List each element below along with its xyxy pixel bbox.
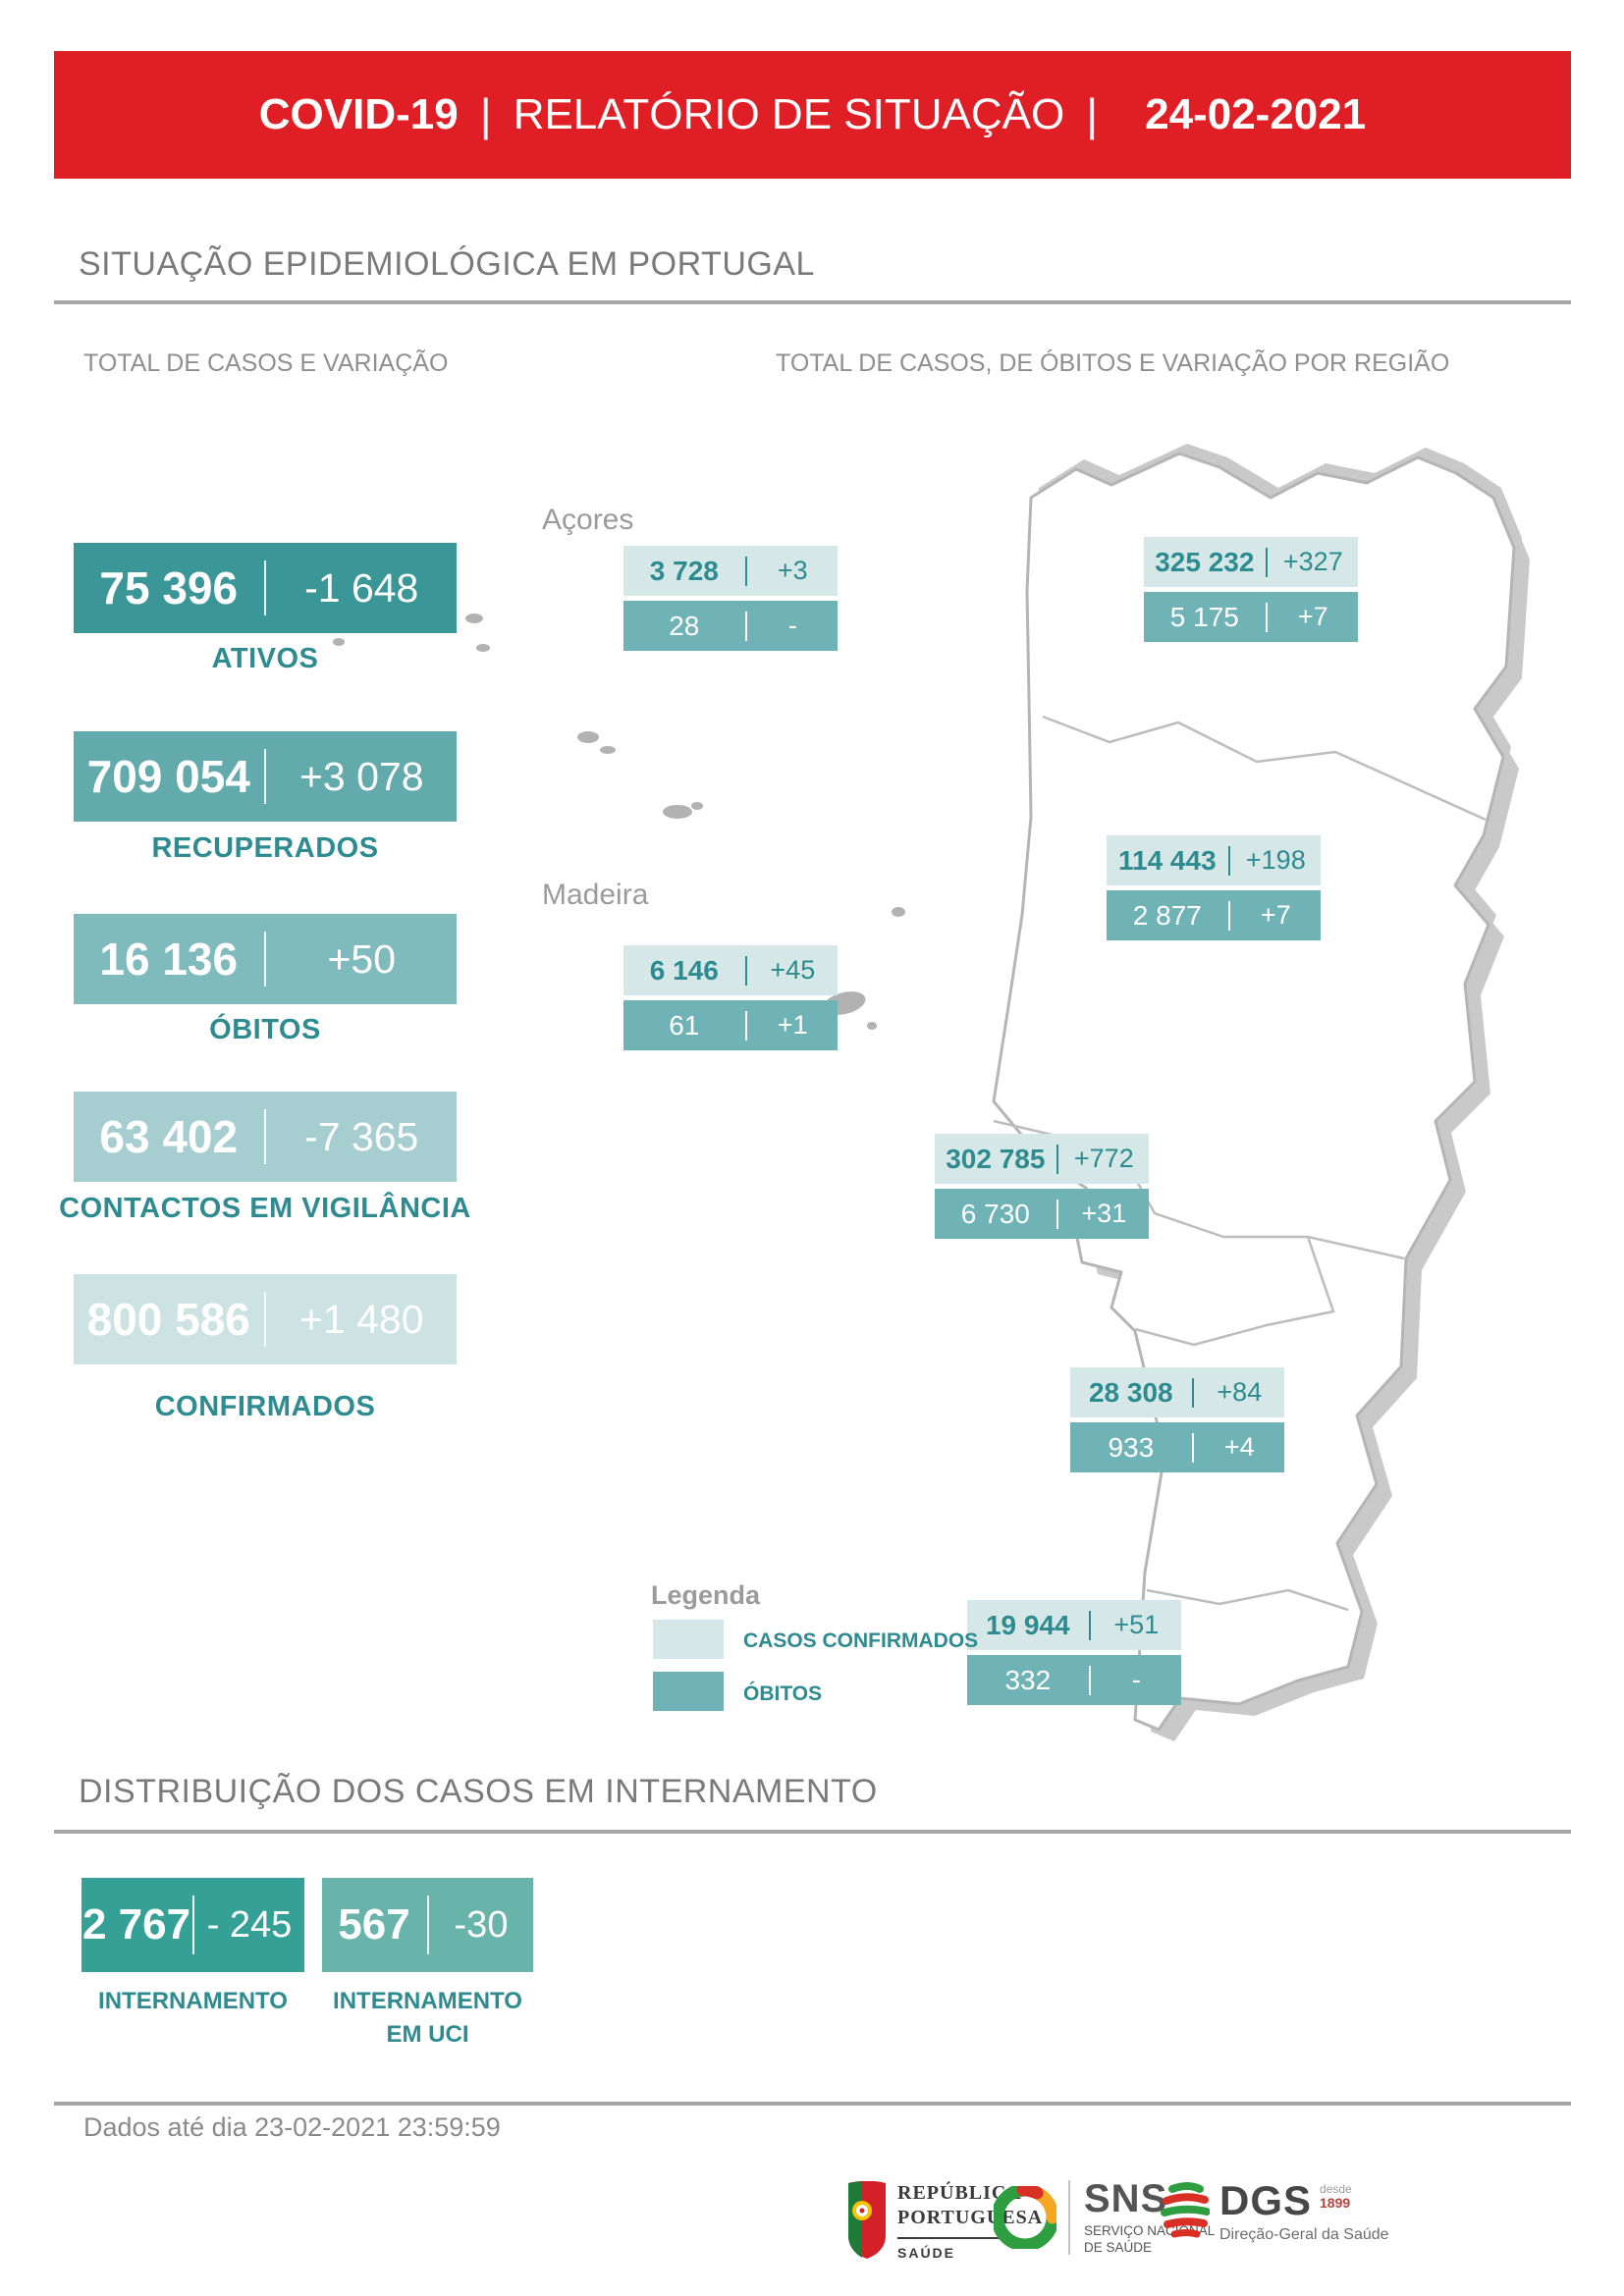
- stat-box-internamento: [81, 1878, 304, 1972]
- stat-box-contactos: [74, 1092, 457, 1182]
- region-deaths: 61: [669, 1009, 700, 1041]
- cases-row: [1107, 835, 1321, 885]
- stat-delta: - 245: [206, 1903, 293, 1946]
- acores-label: Açores: [542, 504, 634, 536]
- section-title-internment: DISTRIBUIÇÃO DOS CASOS EM INTERNAMENTO: [79, 1773, 878, 1810]
- region-deaths-delta: +4: [1223, 1432, 1255, 1462]
- region-cases-delta: +3: [777, 556, 808, 585]
- stat-label-recuperados: RECUPERADOS: [151, 832, 379, 864]
- deaths-row: [1107, 890, 1321, 940]
- region-deaths-delta: +7: [1297, 602, 1328, 631]
- stat-value: 800 586: [86, 1294, 250, 1345]
- deaths-row: [1070, 1422, 1284, 1472]
- region-cases: 325 232: [1155, 546, 1255, 577]
- region-cases-delta: +84: [1217, 1377, 1263, 1407]
- stat-label-line2: EM UCI: [386, 2020, 469, 2048]
- legend-deaths-label: ÓBITOS: [743, 1682, 823, 1705]
- region-cases-delta: +45: [770, 955, 816, 985]
- stat-label-line1: INTERNAMENTO: [333, 1988, 522, 2014]
- stat-box-recuperados: [74, 731, 457, 822]
- region-cases-delta: +51: [1113, 1610, 1160, 1639]
- portugal-flag-icon: [846, 2181, 888, 2260]
- stat-box-internamento-uci: [322, 1878, 533, 1972]
- dgs-logo: [1159, 2177, 1389, 2244]
- region-box-algarve: [967, 1600, 1181, 1705]
- region-cases-delta: +772: [1073, 1144, 1134, 1173]
- stat-label-internamento: INTERNAMENTO: [98, 1988, 288, 2014]
- sns-divider: [1068, 2180, 1070, 2255]
- deaths-row: [1144, 592, 1358, 642]
- section-title-epidemiological: SITUAÇÃO EPIDEMIOLÓGICA EM PORTUGAL: [79, 245, 815, 283]
- region-deaths-delta: -: [787, 611, 797, 640]
- sns-abbr: SNS: [1084, 2177, 1168, 2220]
- region-box-norte: [1144, 537, 1358, 642]
- dgs-full-name: Direção-Geral da Saúde: [1219, 2225, 1389, 2243]
- region-deaths-delta: +31: [1081, 1199, 1127, 1228]
- rp-line1: REPÚBLICA: [897, 2182, 1022, 2204]
- portugal-map: [295, 373, 1591, 1757]
- stat-delta: -7 365: [304, 1113, 419, 1159]
- dgs-since-label: desde: [1320, 2182, 1352, 2196]
- cases-row: [623, 945, 838, 995]
- region-deaths-delta: -: [1131, 1665, 1141, 1694]
- stat-delta: +3 078: [298, 753, 424, 799]
- cases-row: [967, 1600, 1181, 1650]
- dgs-globe-icon: [1159, 2181, 1210, 2240]
- deaths-row: [623, 601, 838, 651]
- region-deaths-delta: +7: [1260, 900, 1291, 930]
- cases-row: [1070, 1367, 1284, 1417]
- rp-saude-label: SAÚDE: [897, 2245, 956, 2261]
- madeira-label: Madeira: [542, 879, 649, 911]
- sns-line1: SERVIÇO NACIONAL: [1084, 2223, 1216, 2238]
- region-cases-delta: +198: [1245, 845, 1306, 875]
- region-deaths-delta: +1: [777, 1010, 808, 1040]
- divider-line: [54, 300, 1571, 304]
- stat-box-obitos: [74, 914, 457, 1004]
- column-header-totals: TOTAL DE CASOS E VARIAÇÃO: [83, 349, 449, 377]
- stat-delta: -30: [454, 1903, 509, 1946]
- region-deaths: 28: [669, 610, 700, 641]
- stat-label-confirmados: CONFIRMADOS: [154, 1391, 376, 1422]
- stat-box-ativos: [74, 543, 457, 633]
- region-cases: 6 146: [649, 954, 719, 986]
- stat-box-confirmados: [74, 1274, 457, 1364]
- stat-value: 63 402: [99, 1111, 239, 1162]
- banner-separator: |: [479, 89, 492, 140]
- region-box-centro: [1107, 835, 1321, 940]
- stat-value: 709 054: [86, 751, 250, 802]
- stat-label-obitos: ÓBITOS: [209, 1014, 321, 1045]
- dgs-abbr: DGS: [1219, 2177, 1313, 2223]
- report-title-banner: [54, 51, 1571, 179]
- data-cutoff-note: Dados até dia 23-02-2021 23:59:59: [83, 2112, 501, 2142]
- deaths-row: [623, 1000, 838, 1050]
- region-cases: 3 728: [649, 555, 719, 586]
- column-header-regions: TOTAL DE CASOS, DE ÓBITOS E VARIAÇÃO POR REGIÃO: [776, 349, 1450, 377]
- rp-line2: PORTUGUESA: [897, 2207, 1044, 2228]
- stat-value: 75 396: [99, 562, 239, 614]
- region-cases: 114 443: [1117, 844, 1217, 876]
- legend-confirmed-label: CASOS CONFIRMADOS: [743, 1629, 979, 1652]
- banner-report-label: RELATÓRIO DE SITUAÇÃO: [513, 90, 1065, 138]
- region-box-lisboa-vale-tejo: [935, 1134, 1149, 1239]
- divider-line: [54, 2102, 1571, 2106]
- stat-label-internamento-uci: [322, 1985, 533, 2051]
- legend-deaths-swatch: [653, 1672, 724, 1711]
- region-deaths: 5 175: [1169, 601, 1239, 632]
- divider-line: [54, 1830, 1571, 1834]
- legend-confirmed-swatch: [653, 1620, 724, 1659]
- stat-label-contactos: CONTACTOS EM VIGILÂNCIA: [59, 1193, 471, 1224]
- region-cases-delta: +327: [1282, 547, 1343, 576]
- stat-delta: -1 648: [304, 564, 419, 611]
- banner-covid-label: COVID-19: [258, 90, 459, 138]
- region-box-alentejo: [1070, 1367, 1284, 1472]
- region-deaths: 332: [1004, 1664, 1052, 1695]
- region-cases: 302 785: [946, 1143, 1046, 1174]
- region-box-madeira: [623, 945, 838, 1050]
- region-cases: 19 944: [985, 1609, 1070, 1640]
- banner-date: 24-02-2021: [1145, 90, 1367, 138]
- sns-swirl-icon: [994, 2186, 1056, 2249]
- cases-row: [623, 546, 838, 596]
- deaths-row: [967, 1655, 1181, 1705]
- banner-separator-2: |: [1086, 89, 1099, 140]
- stat-delta: +50: [327, 935, 397, 982]
- mainland-outline: [994, 454, 1514, 1730]
- region-box-acores: [623, 546, 838, 651]
- region-deaths: 2 877: [1132, 899, 1202, 931]
- cases-row: [1144, 537, 1358, 587]
- deaths-row: [935, 1189, 1149, 1239]
- stat-label-ativos: ATIVOS: [211, 643, 319, 674]
- stat-delta: +1 480: [298, 1296, 424, 1342]
- legend-title: Legenda: [651, 1580, 761, 1610]
- region-deaths: 933: [1108, 1431, 1155, 1463]
- region-cases: 28 308: [1088, 1376, 1173, 1408]
- sns-line2: DE SAÚDE: [1084, 2239, 1153, 2255]
- stat-value: 16 136: [99, 934, 239, 985]
- stat-value: 2 767: [81, 1900, 191, 1949]
- stat-value: 567: [338, 1900, 410, 1949]
- region-deaths: 6 730: [960, 1198, 1030, 1229]
- dgs-since-year: 1899: [1320, 2195, 1351, 2212]
- cases-row: [935, 1134, 1149, 1184]
